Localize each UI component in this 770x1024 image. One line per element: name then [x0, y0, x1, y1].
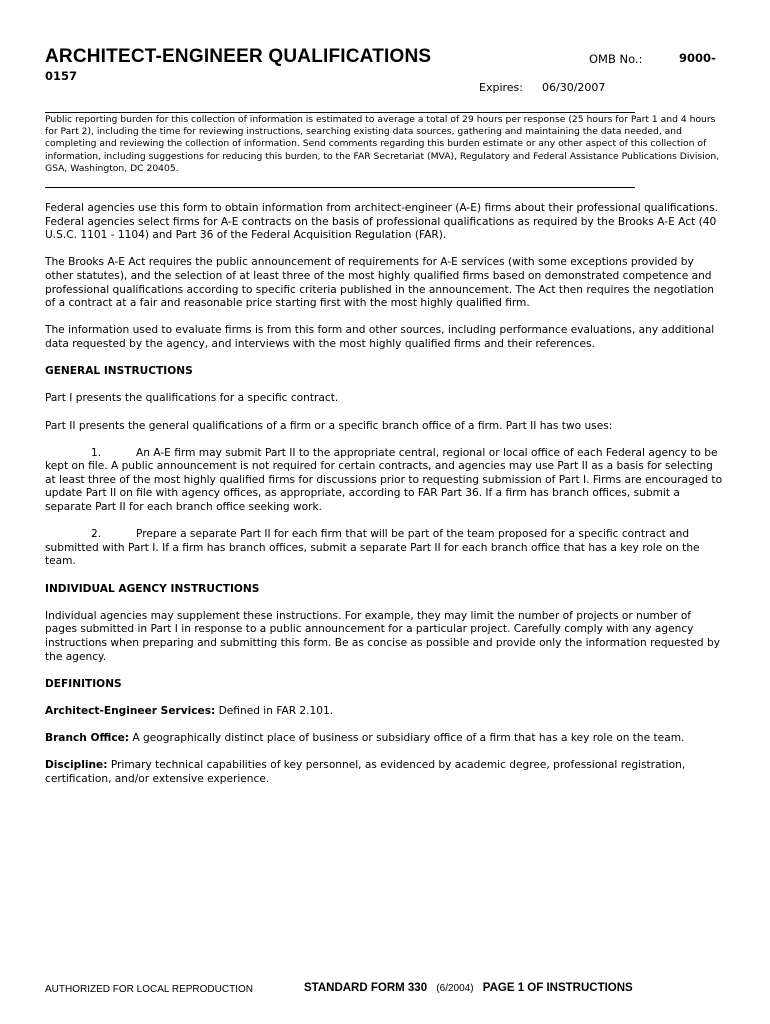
footer-form-info — [304, 982, 633, 994]
divider-top — [45, 112, 635, 113]
part2-description: Part II presents the general qualifications of a firm or a specific branch office of a firm. Part II has two uses: — [45, 419, 613, 432]
footer-reproduction-note: AUTHORIZED FOR LOCAL REPRODUCTION — [45, 984, 253, 995]
intro-paragraph: Federal agencies use this form to obtain information from architect-engineer (A-E) firms about their professional qualifications. Federal agencies select firms for A-E contracts on the basis of professional qualifications as required by the Brooks A-E Act (40 U.S.C. 1101 - 1104) and Part 36 of the Federal Acquisition Regulation (FAR). — [45, 202, 719, 242]
item-text: Prepare a separate Part II for each firm that will be part of the team proposed for a specific contract and submitted with Part I. If a firm has branch offices, submit a separate Part II for each branch office that has a key role on the team. — [45, 528, 700, 568]
item-text: An A-E firm may submit Part II to the appropriate central, regional or local office of each Federal agency to be kept on file. A public announcement is not required for certain contracts, and agencies may use Part II as a basis for selecting at least three of the most highly qualified firms for discussions prior to requesting submission of Part I. Firms are encouraged to update Part II on file with agency offices, as appropriate, according to FAR Part 36. If a firm has branch offices, submit a separate Part II for each branch office seeking work. — [45, 446, 723, 514]
omb-number-continued: 0157 — [45, 69, 78, 83]
definition-item — [45, 759, 725, 786]
agency-instructions-text: Individual agencies may supplement these instructions. For example, they may limit the number of projects or number of pages submitted in Part I in response to a public announcement for a particular project. Carefully comply with any agency instructions when preparing and submitting this form. Be as concise as possible and provide only the information requested by the agency. — [45, 609, 720, 663]
form-date: (6/2004) — [436, 983, 474, 994]
definition-term: Discipline: — [45, 759, 108, 772]
intro-paragraph: The information used to evaluate firms is from this form and other sources, including performance evaluations, any additional data requested by the agency, and interviews with the most highly qualified firms and their references. — [45, 324, 715, 350]
form-name: STANDARD FORM 330 — [304, 982, 428, 994]
section-heading-general: GENERAL INSTRUCTIONS — [45, 365, 193, 378]
expires-date: 06/30/2007 — [542, 81, 606, 94]
section-heading-agency: INDIVIDUAL AGENCY INSTRUCTIONS — [45, 582, 260, 595]
definition-item — [45, 705, 725, 719]
item-number: 2. — [91, 528, 102, 541]
section-heading-definitions: DEFINITIONS — [45, 677, 122, 690]
divider-bottom — [45, 187, 635, 188]
definition-text: A geographically distinct place of business or subsidiary office of a firm that has a key role on the team. — [129, 732, 685, 745]
part1-description: Part I presents the qualifications for a specific contract. — [45, 392, 339, 405]
definition-term: Branch Office: — [45, 732, 130, 745]
definition-text: Primary technical capabilities of key personnel, as evidenced by academic degree, professional registration, certification, and/or extensive experience. — [45, 759, 686, 785]
page-label: PAGE 1 OF INSTRUCTIONS — [482, 982, 633, 994]
definition-item — [45, 732, 725, 746]
definition-term: Architect-Engineer Services: — [45, 704, 216, 717]
numbered-item — [45, 447, 725, 515]
expires-label: Expires: — [479, 81, 523, 94]
omb-number: 9000- — [679, 51, 716, 65]
burden-statement: Public reporting burden for this collection of information is estimated to average a total of 29 hours per response (25 hours for Part 1 and 4 hours for Part 2), including the time for reviewing instructions, searching existing data sources, gathering and maintaining the data needed, and completing and reviewing the collection of information. Send comments regarding this burden estimate or any other aspect of this collection of information, including suggestions for reducing this burden, to the FAR Secretariat (MVA), Regulatory and Federal Assistance Publications Division, GSA, Washington, DC 20405. — [45, 114, 720, 174]
intro-paragraph: The Brooks A-E Act requires the public announcement of requirements for A-E services (with some exceptions provided by other statutes), and the selection of at least three of the most highly qualified firms based on demonstrated competence and professional qualifications according to specific criteria published in the announcement. The Act then requires the negotiation of a contract at a fair and reasonable price starting first with the most highly qualified firm. — [45, 256, 715, 310]
item-number: 1. — [91, 446, 102, 459]
page-title: ARCHITECT-ENGINEER QUALIFICATIONS — [45, 46, 432, 67]
definition-text: Defined in FAR 2.101. — [215, 704, 334, 717]
instructions-body — [45, 202, 725, 800]
numbered-item — [45, 528, 725, 569]
omb-label: OMB No.: — [589, 52, 643, 66]
